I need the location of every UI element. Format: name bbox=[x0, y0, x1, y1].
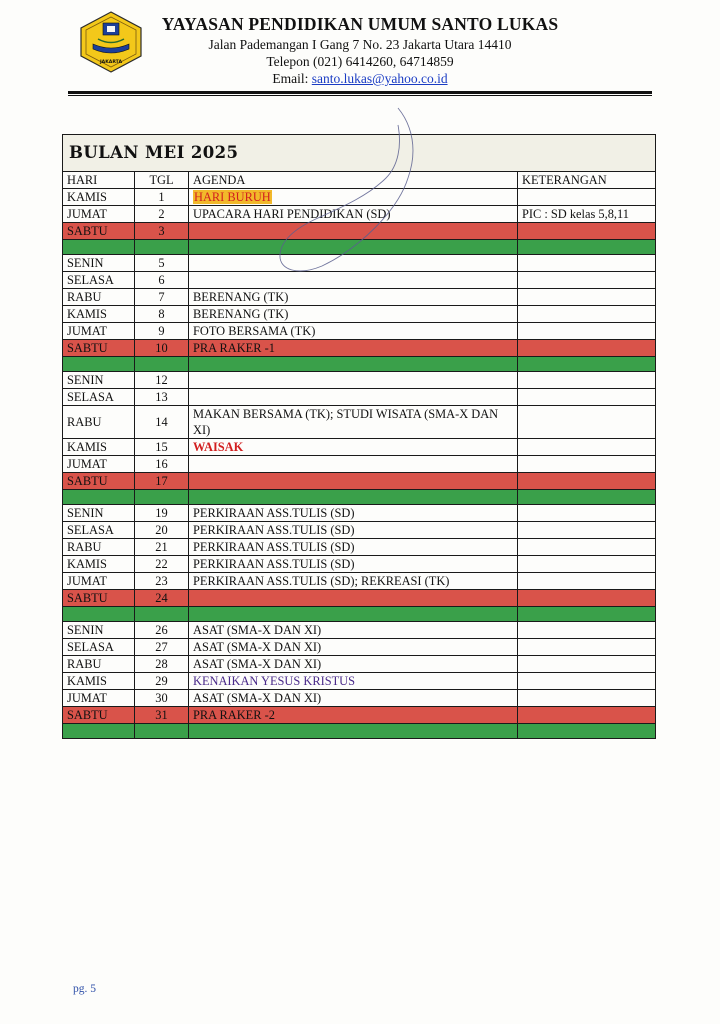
separator-cell bbox=[189, 240, 518, 255]
day-name-cell: KAMIS bbox=[63, 556, 135, 573]
separator-cell bbox=[518, 357, 656, 372]
week-separator-row bbox=[63, 724, 656, 739]
agenda-cell bbox=[189, 456, 518, 473]
keterangan-cell bbox=[518, 255, 656, 272]
date-cell: 28 bbox=[135, 656, 189, 673]
date-cell: 31 bbox=[135, 707, 189, 724]
agenda-cell bbox=[189, 473, 518, 490]
keterangan-cell bbox=[518, 673, 656, 690]
separator-cell bbox=[135, 724, 189, 739]
date-cell: 14 bbox=[135, 406, 189, 439]
day-row bbox=[63, 272, 656, 289]
separator-cell bbox=[63, 724, 135, 739]
day-name-cell: KAMIS bbox=[63, 439, 135, 456]
day-name-cell: SENIN bbox=[63, 505, 135, 522]
day-name-cell: SENIN bbox=[63, 622, 135, 639]
agenda-cell bbox=[189, 255, 518, 272]
week-separator-row bbox=[63, 240, 656, 255]
agenda-cell: BERENANG (TK) bbox=[189, 306, 518, 323]
agenda-cell: PRA RAKER -2 bbox=[189, 707, 518, 724]
column-header-agenda: AGENDA bbox=[189, 172, 518, 189]
day-name-cell: JUMAT bbox=[63, 690, 135, 707]
separator-cell bbox=[63, 240, 135, 255]
keterangan-cell: PIC : SD kelas 5,8,11 bbox=[518, 206, 656, 223]
day-name-cell: JUMAT bbox=[63, 323, 135, 340]
agenda-cell: ASAT (SMA-X DAN XI) bbox=[189, 639, 518, 656]
date-cell: 19 bbox=[135, 505, 189, 522]
agenda-cell bbox=[189, 189, 518, 206]
day-row bbox=[63, 505, 656, 522]
keterangan-cell bbox=[518, 573, 656, 590]
keterangan-cell bbox=[518, 707, 656, 724]
day-row bbox=[63, 656, 656, 673]
date-cell: 17 bbox=[135, 473, 189, 490]
date-cell: 26 bbox=[135, 622, 189, 639]
separator-cell bbox=[135, 490, 189, 505]
day-name-cell: SELASA bbox=[63, 272, 135, 289]
agenda-cell: ASAT (SMA-X DAN XI) bbox=[189, 622, 518, 639]
separator-cell bbox=[518, 607, 656, 622]
week-separator-row bbox=[63, 357, 656, 372]
date-cell: 12 bbox=[135, 372, 189, 389]
day-row bbox=[63, 690, 656, 707]
column-header-hari: HARI bbox=[63, 172, 135, 189]
day-name-cell: SABTU bbox=[63, 223, 135, 240]
date-cell: 29 bbox=[135, 673, 189, 690]
separator-cell bbox=[135, 607, 189, 622]
holiday-label: KENAIKAN YESUS KRISTUS bbox=[193, 674, 356, 688]
keterangan-cell bbox=[518, 189, 656, 206]
keterangan-cell bbox=[518, 223, 656, 240]
separator-cell bbox=[189, 357, 518, 372]
date-cell: 30 bbox=[135, 690, 189, 707]
agenda-cell: PERKIRAAN ASS.TULIS (SD) bbox=[189, 505, 518, 522]
day-name-cell: KAMIS bbox=[63, 306, 135, 323]
date-cell: 24 bbox=[135, 590, 189, 607]
day-row bbox=[63, 456, 656, 473]
separator-cell bbox=[518, 490, 656, 505]
day-name-cell: RABU bbox=[63, 406, 135, 439]
agenda-cell bbox=[189, 223, 518, 240]
agenda-cell bbox=[189, 590, 518, 607]
holiday-label: WAISAK bbox=[193, 440, 244, 454]
date-cell: 1 bbox=[135, 189, 189, 206]
keterangan-cell bbox=[518, 639, 656, 656]
day-row bbox=[63, 573, 656, 590]
separator-cell bbox=[135, 357, 189, 372]
holiday-label: HARI BURUH bbox=[194, 190, 271, 204]
agenda-cell bbox=[189, 272, 518, 289]
agenda-cell: ASAT (SMA-X DAN XI) bbox=[189, 690, 518, 707]
day-name-cell: SABTU bbox=[63, 473, 135, 490]
email-link[interactable]: santo.lukas@yahoo.co.id bbox=[311, 71, 448, 86]
day-name-cell: RABU bbox=[63, 539, 135, 556]
organization-email-line bbox=[150, 71, 570, 87]
day-name-cell: RABU bbox=[63, 289, 135, 306]
week-separator-row bbox=[63, 607, 656, 622]
keterangan-cell bbox=[518, 505, 656, 522]
school-crest-logo bbox=[78, 10, 144, 74]
date-cell: 10 bbox=[135, 340, 189, 357]
keterangan-cell bbox=[518, 439, 656, 456]
separator-cell bbox=[189, 490, 518, 505]
day-row bbox=[63, 406, 656, 439]
day-row bbox=[63, 522, 656, 539]
keterangan-cell bbox=[518, 556, 656, 573]
keterangan-cell bbox=[518, 690, 656, 707]
keterangan-cell bbox=[518, 323, 656, 340]
agenda-cell: PERKIRAAN ASS.TULIS (SD) bbox=[189, 522, 518, 539]
email-label: Email: bbox=[272, 71, 312, 86]
date-cell: 9 bbox=[135, 323, 189, 340]
separator-cell bbox=[189, 607, 518, 622]
saturday-row bbox=[63, 707, 656, 724]
date-cell: 8 bbox=[135, 306, 189, 323]
day-name-cell: SABTU bbox=[63, 340, 135, 357]
agenda-cell: MAKAN BERSAMA (TK); STUDI WISATA (SMA-X DAN XI) bbox=[189, 406, 518, 439]
day-name-cell: SABTU bbox=[63, 590, 135, 607]
day-name-cell: RABU bbox=[63, 656, 135, 673]
agenda-cell: PRA RAKER -1 bbox=[189, 340, 518, 357]
day-name-cell: JUMAT bbox=[63, 206, 135, 223]
day-name-cell: JUMAT bbox=[63, 573, 135, 590]
saturday-row bbox=[63, 223, 656, 240]
keterangan-cell bbox=[518, 522, 656, 539]
keterangan-cell bbox=[518, 289, 656, 306]
calendar-table bbox=[62, 134, 656, 739]
keterangan-cell bbox=[518, 372, 656, 389]
letterhead bbox=[0, 0, 720, 96]
column-header-tgl: TGL bbox=[135, 172, 189, 189]
date-cell: 15 bbox=[135, 439, 189, 456]
day-row bbox=[63, 306, 656, 323]
keterangan-cell bbox=[518, 272, 656, 289]
agenda-cell: PERKIRAAN ASS.TULIS (SD) bbox=[189, 539, 518, 556]
header-rule-thin bbox=[68, 95, 652, 96]
separator-cell bbox=[135, 240, 189, 255]
day-row bbox=[63, 289, 656, 306]
separator-cell bbox=[63, 357, 135, 372]
day-name-cell: JUMAT bbox=[63, 456, 135, 473]
keterangan-cell bbox=[518, 456, 656, 473]
date-cell: 6 bbox=[135, 272, 189, 289]
day-row bbox=[63, 639, 656, 656]
organization-address: Jalan Pademangan I Gang 7 No. 23 Jakarta Utara 14410 bbox=[208, 37, 512, 52]
day-name-cell: SELASA bbox=[63, 522, 135, 539]
separator-cell bbox=[518, 724, 656, 739]
date-cell: 13 bbox=[135, 389, 189, 406]
date-cell: 22 bbox=[135, 556, 189, 573]
week-separator-row bbox=[63, 490, 656, 505]
date-cell: 23 bbox=[135, 573, 189, 590]
separator-cell bbox=[518, 240, 656, 255]
date-cell: 2 bbox=[135, 206, 189, 223]
day-row bbox=[63, 556, 656, 573]
agenda-cell bbox=[189, 389, 518, 406]
date-cell: 27 bbox=[135, 639, 189, 656]
separator-cell bbox=[63, 607, 135, 622]
date-cell: 21 bbox=[135, 539, 189, 556]
agenda-cell bbox=[189, 439, 518, 456]
logo-caption: JAKARTA bbox=[99, 60, 123, 65]
saturday-row bbox=[63, 473, 656, 490]
page-number: pg. 5 bbox=[73, 983, 96, 995]
date-cell: 3 bbox=[135, 223, 189, 240]
keterangan-cell bbox=[518, 473, 656, 490]
agenda-cell: FOTO BERSAMA (TK) bbox=[189, 323, 518, 340]
day-row bbox=[63, 622, 656, 639]
agenda-cell: UPACARA HARI PENDIDIKAN (SD) bbox=[189, 206, 518, 223]
calendar-body bbox=[63, 189, 656, 739]
keterangan-cell bbox=[518, 590, 656, 607]
keterangan-cell bbox=[518, 622, 656, 639]
agenda-cell: PERKIRAAN ASS.TULIS (SD); REKREASI (TK) bbox=[189, 573, 518, 590]
day-row bbox=[63, 323, 656, 340]
keterangan-cell bbox=[518, 389, 656, 406]
keterangan-cell bbox=[518, 340, 656, 357]
separator-cell bbox=[63, 490, 135, 505]
column-header-row bbox=[63, 172, 656, 189]
agenda-cell: ASAT (SMA-X DAN XI) bbox=[189, 656, 518, 673]
agenda-cell bbox=[189, 673, 518, 690]
day-name-cell: SENIN bbox=[63, 255, 135, 272]
keterangan-cell bbox=[518, 539, 656, 556]
day-name-cell: SELASA bbox=[63, 389, 135, 406]
day-name-cell: KAMIS bbox=[63, 673, 135, 690]
keterangan-cell bbox=[518, 656, 656, 673]
agenda-cell: PERKIRAAN ASS.TULIS (SD) bbox=[189, 556, 518, 573]
date-cell: 5 bbox=[135, 255, 189, 272]
keterangan-cell bbox=[518, 406, 656, 439]
day-name-cell: SENIN bbox=[63, 372, 135, 389]
organization-name: YAYASAN PENDIDIKAN UMUM SANTO LUKAS bbox=[161, 14, 559, 34]
separator-cell bbox=[189, 724, 518, 739]
agenda-cell: BERENANG (TK) bbox=[189, 289, 518, 306]
keterangan-cell bbox=[518, 306, 656, 323]
agenda-cell bbox=[189, 372, 518, 389]
day-row bbox=[63, 189, 656, 206]
header-rule-thick bbox=[68, 91, 652, 94]
calendar-title: BULAN MEI 2025 bbox=[63, 135, 656, 172]
column-header-keterangan: KETERANGAN bbox=[518, 172, 656, 189]
day-row bbox=[63, 539, 656, 556]
day-row bbox=[63, 206, 656, 223]
organization-phone: Telepon (021) 6414260, 64714859 bbox=[266, 54, 454, 69]
saturday-row bbox=[63, 340, 656, 357]
date-cell: 20 bbox=[135, 522, 189, 539]
day-row bbox=[63, 439, 656, 456]
day-name-cell: KAMIS bbox=[63, 189, 135, 206]
day-row bbox=[63, 673, 656, 690]
date-cell: 16 bbox=[135, 456, 189, 473]
saturday-row bbox=[63, 590, 656, 607]
day-name-cell: SELASA bbox=[63, 639, 135, 656]
day-row bbox=[63, 372, 656, 389]
day-row bbox=[63, 255, 656, 272]
day-row bbox=[63, 389, 656, 406]
day-name-cell: SABTU bbox=[63, 707, 135, 724]
date-cell: 7 bbox=[135, 289, 189, 306]
